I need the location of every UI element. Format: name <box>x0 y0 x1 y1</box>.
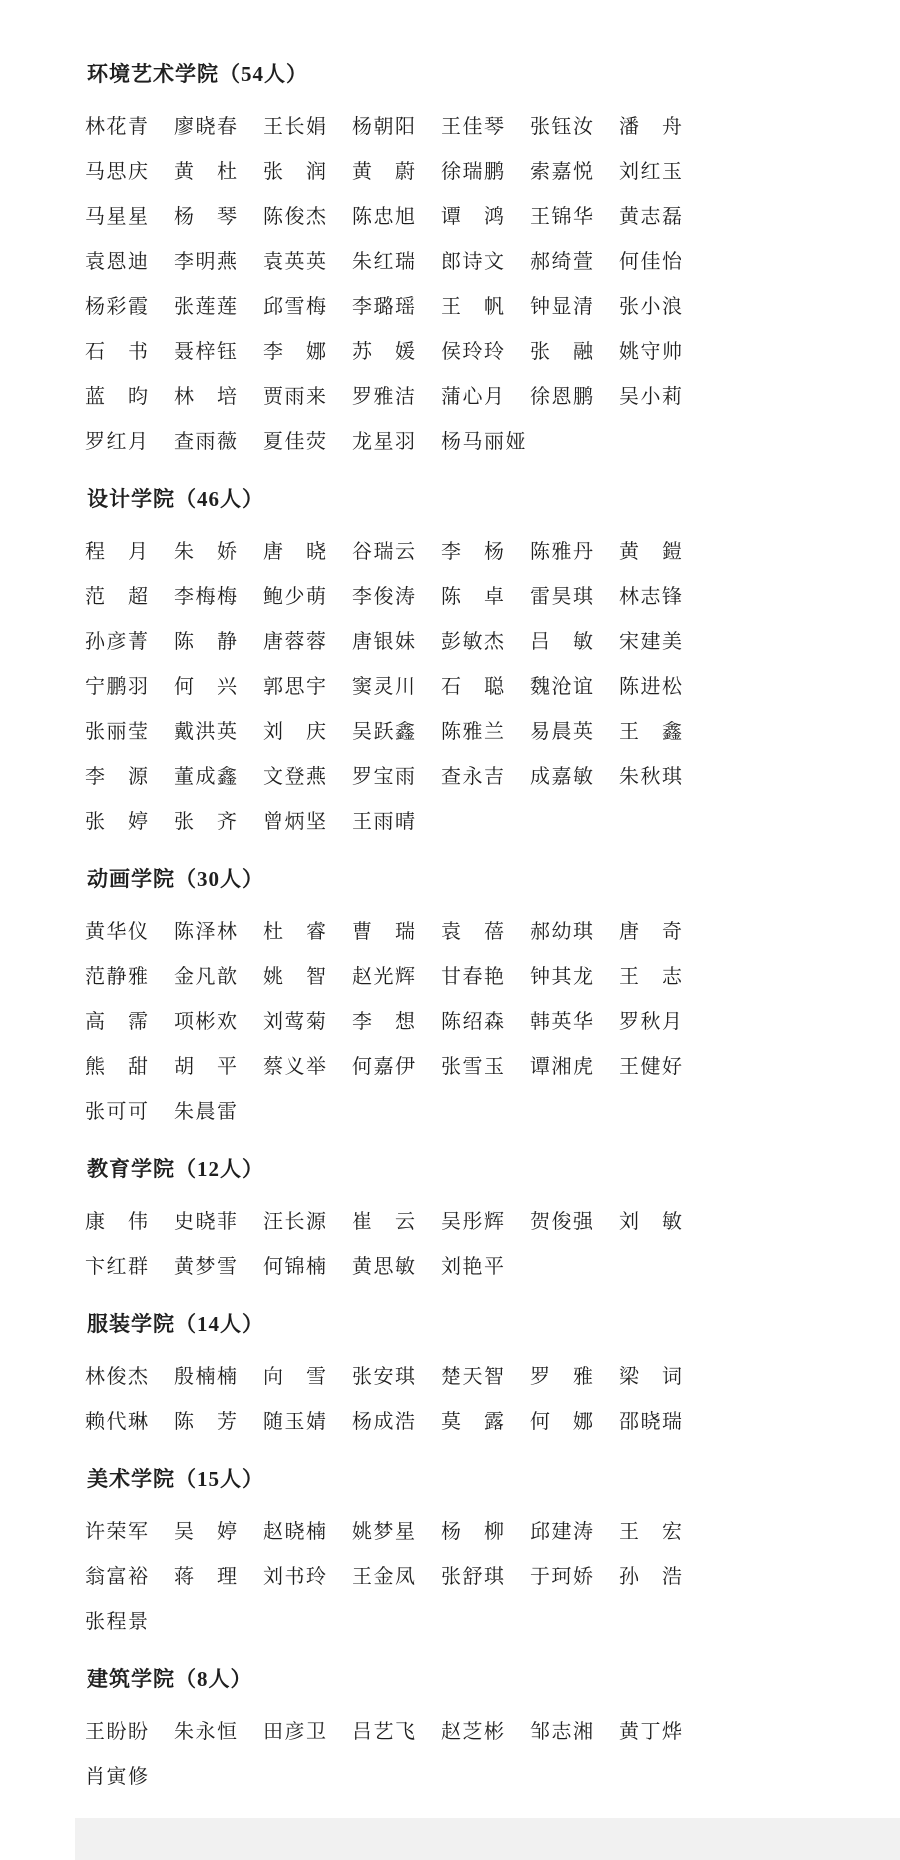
student-name: 潘 舟 <box>619 116 684 138</box>
name-row <box>85 1000 900 1045</box>
student-name: 孙彦菁 <box>85 631 150 653</box>
student-name: 唐 晓 <box>263 541 328 563</box>
student-name: 李 源 <box>85 766 150 788</box>
student-name: 董成鑫 <box>174 766 239 788</box>
student-name: 黄思敏 <box>352 1256 417 1278</box>
student-name: 汪长源 <box>263 1211 328 1233</box>
name-row <box>85 285 900 330</box>
student-name: 张舒琪 <box>441 1566 506 1588</box>
name-row <box>85 1755 900 1800</box>
name-row <box>85 1045 900 1090</box>
student-name: 唐 奇 <box>619 921 684 943</box>
student-name: 范静雅 <box>85 966 150 988</box>
student-name: 赵芝彬 <box>441 1721 506 1743</box>
name-row <box>85 1555 900 1600</box>
student-name: 吕 敏 <box>530 631 595 653</box>
student-name: 何 兴 <box>174 676 239 698</box>
student-name: 李俊涛 <box>352 586 417 608</box>
student-name: 郭思宇 <box>263 676 328 698</box>
name-row <box>85 1090 900 1135</box>
student-name: 邵晓瑞 <box>619 1411 684 1433</box>
name-row <box>85 1355 900 1400</box>
student-name: 杨朝阳 <box>352 116 417 138</box>
student-name: 袁英英 <box>263 251 328 273</box>
name-row <box>85 195 900 240</box>
student-name: 蒋 理 <box>174 1566 239 1588</box>
student-name: 谭 鸿 <box>441 206 506 228</box>
student-name: 黄丁烨 <box>619 1721 684 1743</box>
student-name: 陈进松 <box>619 676 684 698</box>
student-name: 程 月 <box>85 541 150 563</box>
college-section <box>85 1457 900 1645</box>
student-name: 谭湘虎 <box>530 1056 595 1078</box>
student-name: 熊 甜 <box>85 1056 150 1078</box>
student-name: 王盼盼 <box>85 1721 150 1743</box>
student-name: 赵光辉 <box>352 966 417 988</box>
student-name: 王锦华 <box>530 206 595 228</box>
student-name: 贺俊强 <box>530 1211 595 1233</box>
student-name: 马星星 <box>85 206 150 228</box>
student-name: 罗雅洁 <box>352 386 417 408</box>
student-name: 邱建涛 <box>530 1521 595 1543</box>
student-name: 甘春艳 <box>441 966 506 988</box>
student-name: 张可可 <box>85 1101 150 1123</box>
student-name: 杨 柳 <box>441 1521 506 1543</box>
name-row <box>85 665 900 710</box>
student-name: 邱雪梅 <box>263 296 328 318</box>
student-name: 曾炳坚 <box>263 811 328 833</box>
student-name: 张丽莹 <box>85 721 150 743</box>
student-name: 赵晓楠 <box>263 1521 328 1543</box>
student-name: 索嘉悦 <box>530 161 595 183</box>
student-name: 彭敏杰 <box>441 631 506 653</box>
student-name: 罗宝雨 <box>352 766 417 788</box>
student-name: 龙星羽 <box>352 431 417 453</box>
student-name: 随玉婧 <box>263 1411 328 1433</box>
student-name: 钟显清 <box>530 296 595 318</box>
student-name: 项彬欢 <box>174 1011 239 1033</box>
student-name: 陈雅兰 <box>441 721 506 743</box>
student-name: 姚 智 <box>263 966 328 988</box>
student-name: 朱红瑞 <box>352 251 417 273</box>
student-name: 王 志 <box>619 966 684 988</box>
student-name: 宁鹏羽 <box>85 676 150 698</box>
student-name: 李 娜 <box>263 341 328 363</box>
section-title: 设计学院（46人） <box>87 487 264 511</box>
student-name: 高 霈 <box>85 1011 150 1033</box>
student-name: 郎诗文 <box>441 251 506 273</box>
name-row <box>85 240 900 285</box>
student-name: 杨成浩 <box>352 1411 417 1433</box>
student-name: 卞红群 <box>85 1256 150 1278</box>
section-title: 教育学院（12人） <box>87 1157 264 1181</box>
student-name: 王 鑫 <box>619 721 684 743</box>
student-name: 王 宏 <box>619 1521 684 1543</box>
college-section <box>85 52 900 465</box>
student-name: 李 杨 <box>441 541 506 563</box>
student-name: 朱永恒 <box>174 1721 239 1743</box>
student-name: 谷瑞云 <box>352 541 417 563</box>
student-name: 杨彩霞 <box>85 296 150 318</box>
student-name: 何佳怡 <box>619 251 684 273</box>
student-name: 石 聪 <box>441 676 506 698</box>
college-section <box>85 477 900 845</box>
student-name: 徐瑞鹏 <box>441 161 506 183</box>
name-row <box>85 375 900 420</box>
student-name: 孙 浩 <box>619 1566 684 1588</box>
student-name: 戴洪英 <box>174 721 239 743</box>
section-title: 环境艺术学院（54人） <box>87 62 308 86</box>
student-name: 宋建美 <box>619 631 684 653</box>
student-name: 何 娜 <box>530 1411 595 1433</box>
student-name: 金凡歆 <box>174 966 239 988</box>
student-name: 范 超 <box>85 586 150 608</box>
student-name: 朱秋琪 <box>619 766 684 788</box>
student-name: 成嘉敏 <box>530 766 595 788</box>
student-name: 邹志湘 <box>530 1721 595 1743</box>
student-name: 张 婷 <box>85 811 150 833</box>
name-row <box>85 710 900 755</box>
student-name: 张莲莲 <box>174 296 239 318</box>
student-name: 何锦楠 <box>263 1256 328 1278</box>
student-name: 许荣军 <box>85 1521 150 1543</box>
student-name: 张钰汝 <box>530 116 595 138</box>
student-name: 张安琪 <box>352 1366 417 1388</box>
student-name: 夏佳荧 <box>263 431 328 453</box>
student-name: 廖晓春 <box>174 116 239 138</box>
roster-sections <box>85 52 900 1800</box>
student-name: 肖寅修 <box>85 1766 150 1788</box>
name-row <box>85 800 900 845</box>
student-name: 王 帆 <box>441 296 506 318</box>
student-name: 于珂娇 <box>530 1566 595 1588</box>
student-name: 查雨薇 <box>174 431 239 453</box>
student-name: 黄梦雪 <box>174 1256 239 1278</box>
name-row <box>85 105 900 150</box>
student-name: 梁 词 <box>619 1366 684 1388</box>
student-name: 蔡义举 <box>263 1056 328 1078</box>
section-title: 动画学院（30人） <box>87 867 264 891</box>
student-name: 陈忠旭 <box>352 206 417 228</box>
student-name: 袁 蓓 <box>441 921 506 943</box>
student-name: 石 书 <box>85 341 150 363</box>
student-name: 莫 露 <box>441 1411 506 1433</box>
student-name: 赖代琳 <box>85 1411 150 1433</box>
student-name: 李梅梅 <box>174 586 239 608</box>
student-name: 陈俊杰 <box>263 206 328 228</box>
student-name: 陈 静 <box>174 631 239 653</box>
student-name: 刘红玉 <box>619 161 684 183</box>
section-title: 美术学院（15人） <box>87 1467 264 1491</box>
student-name: 翁富裕 <box>85 1566 150 1588</box>
student-name: 刘书玲 <box>263 1566 328 1588</box>
college-section <box>85 1657 900 1800</box>
student-name: 胡 平 <box>174 1056 239 1078</box>
student-name: 林花青 <box>85 116 150 138</box>
student-name: 王雨晴 <box>352 811 417 833</box>
student-name: 王长娟 <box>263 116 328 138</box>
student-name: 贾雨来 <box>263 386 328 408</box>
student-name: 朱晨雷 <box>174 1101 239 1123</box>
student-name: 唐蓉蓉 <box>263 631 328 653</box>
student-name: 刘莺菊 <box>263 1011 328 1033</box>
student-name: 侯玲玲 <box>441 341 506 363</box>
student-name: 李 想 <box>352 1011 417 1033</box>
student-name: 曹 瑞 <box>352 921 417 943</box>
student-name: 王健好 <box>619 1056 684 1078</box>
student-name: 杜 睿 <box>263 921 328 943</box>
student-name: 陈泽林 <box>174 921 239 943</box>
student-name: 楚天智 <box>441 1366 506 1388</box>
student-name: 蒲心月 <box>441 386 506 408</box>
student-name: 钟其龙 <box>530 966 595 988</box>
student-name: 史晓菲 <box>174 1211 239 1233</box>
name-row <box>85 575 900 620</box>
student-name: 马思庆 <box>85 161 150 183</box>
student-name: 李璐瑶 <box>352 296 417 318</box>
student-name: 张 齐 <box>174 811 239 833</box>
student-name: 鲍少萌 <box>263 586 328 608</box>
student-name: 康 伟 <box>85 1211 150 1233</box>
footer-bar <box>75 1818 900 1860</box>
student-name: 吴 婷 <box>174 1521 239 1543</box>
student-name: 崔 云 <box>352 1211 417 1233</box>
student-name: 张 融 <box>530 341 595 363</box>
student-name: 苏 媛 <box>352 341 417 363</box>
student-name: 姚守帅 <box>619 341 684 363</box>
name-row <box>85 1710 900 1755</box>
student-name: 杨马丽娅 <box>441 431 527 453</box>
student-name: 何嘉伊 <box>352 1056 417 1078</box>
student-name: 林志锋 <box>619 586 684 608</box>
name-row <box>85 150 900 195</box>
student-name: 刘 敏 <box>619 1211 684 1233</box>
name-row <box>85 530 900 575</box>
college-section <box>85 1147 900 1290</box>
name-row <box>85 955 900 1000</box>
college-section <box>85 1302 900 1445</box>
student-name: 黄 鎧 <box>619 541 684 563</box>
student-name: 王金凤 <box>352 1566 417 1588</box>
student-name: 田彦卫 <box>263 1721 328 1743</box>
student-name: 罗 雅 <box>530 1366 595 1388</box>
student-name: 雷昊琪 <box>530 586 595 608</box>
student-name: 黄 蔚 <box>352 161 417 183</box>
student-name: 林 培 <box>174 386 239 408</box>
student-name: 黄华仪 <box>85 921 150 943</box>
name-row <box>85 1245 900 1290</box>
student-name: 黄志磊 <box>619 206 684 228</box>
student-name: 殷楠楠 <box>174 1366 239 1388</box>
student-name: 张 润 <box>263 161 328 183</box>
student-name: 袁恩迪 <box>85 251 150 273</box>
student-name: 魏沧谊 <box>530 676 595 698</box>
student-name: 林俊杰 <box>85 1366 150 1388</box>
name-row <box>85 755 900 800</box>
student-name: 姚梦星 <box>352 1521 417 1543</box>
student-name: 窦灵川 <box>352 676 417 698</box>
name-row <box>85 620 900 665</box>
student-name: 李明燕 <box>174 251 239 273</box>
student-name: 吴彤辉 <box>441 1211 506 1233</box>
student-name: 陈绍森 <box>441 1011 506 1033</box>
section-title: 建筑学院（8人） <box>87 1667 253 1691</box>
student-name: 唐银妹 <box>352 631 417 653</box>
student-name: 张小浪 <box>619 296 684 318</box>
student-name: 徐恩鹏 <box>530 386 595 408</box>
name-row <box>85 420 900 465</box>
college-section <box>85 857 900 1135</box>
student-name: 张程景 <box>85 1611 150 1633</box>
student-name: 吴小莉 <box>619 386 684 408</box>
student-name: 郝绮萱 <box>530 251 595 273</box>
name-row <box>85 910 900 955</box>
student-name: 韩英华 <box>530 1011 595 1033</box>
student-name: 杨 琴 <box>174 206 239 228</box>
student-name: 向 雪 <box>263 1366 328 1388</box>
name-row <box>85 1600 900 1645</box>
student-name: 张雪玉 <box>441 1056 506 1078</box>
student-name: 陈 芳 <box>174 1411 239 1433</box>
name-row <box>85 1510 900 1555</box>
student-name: 郝幼琪 <box>530 921 595 943</box>
student-name: 王佳琴 <box>441 116 506 138</box>
student-name: 吴跃鑫 <box>352 721 417 743</box>
section-title: 服装学院（14人） <box>87 1312 264 1336</box>
student-name: 陈 卓 <box>441 586 506 608</box>
student-name: 黄 杜 <box>174 161 239 183</box>
student-name: 陈雅丹 <box>530 541 595 563</box>
student-name: 刘 庆 <box>263 721 328 743</box>
student-name: 罗秋月 <box>619 1011 684 1033</box>
student-name: 聂梓钰 <box>174 341 239 363</box>
name-row <box>85 1400 900 1445</box>
name-row <box>85 1200 900 1245</box>
name-row <box>85 330 900 375</box>
student-name: 朱 娇 <box>174 541 239 563</box>
student-name: 蓝 昀 <box>85 386 150 408</box>
student-name: 易晨英 <box>530 721 595 743</box>
student-name: 文登燕 <box>263 766 328 788</box>
student-name: 罗红月 <box>85 431 150 453</box>
student-name: 查永吉 <box>441 766 506 788</box>
student-name: 刘艳平 <box>441 1256 506 1278</box>
student-name: 吕艺飞 <box>352 1721 417 1743</box>
